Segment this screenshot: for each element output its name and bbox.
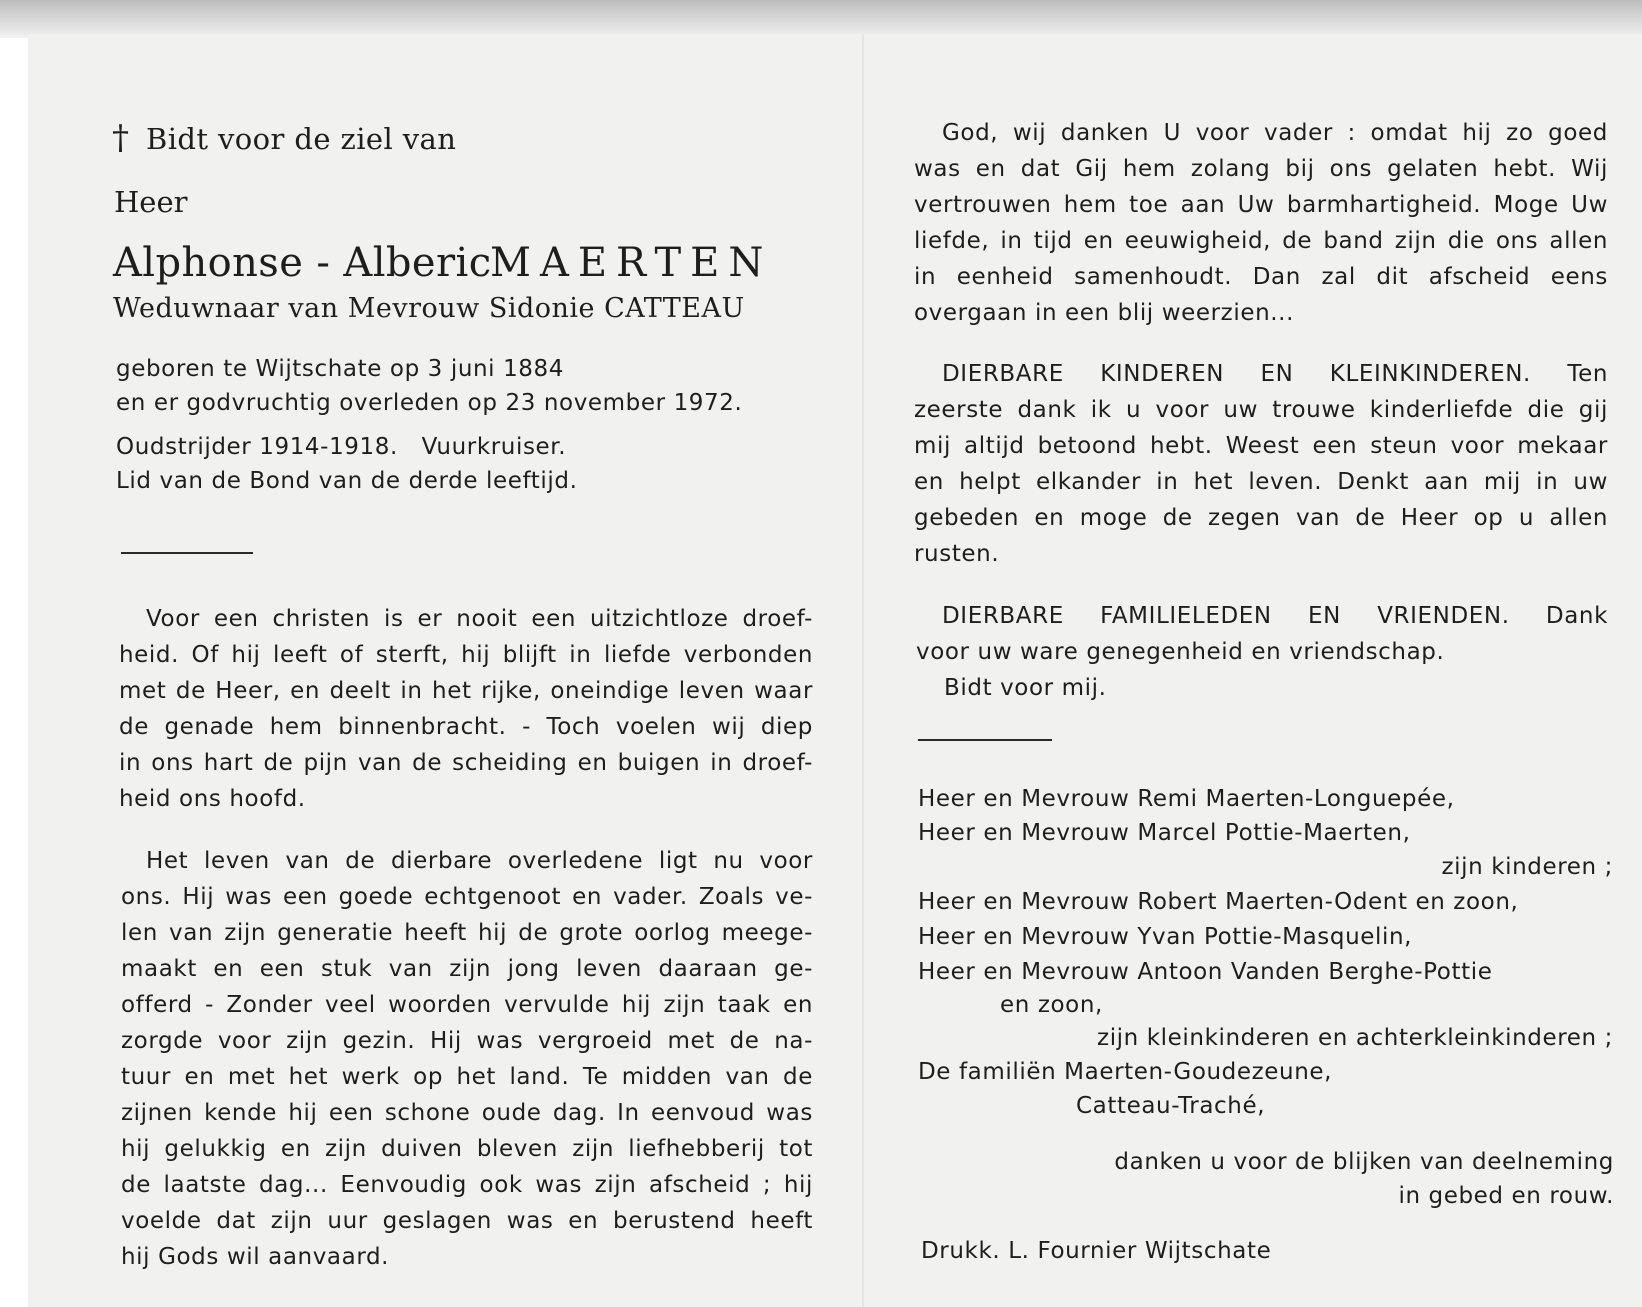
p5-line-3: Bidt voor mij. [944,675,1107,701]
printer-credit: Drukk. L. Fournier Wijtschate [921,1238,1272,1264]
grandchildren-label: zijn kleinkinderen en achterkleinkinderen ; [1097,1025,1613,1051]
p1-line-6: heid ons hoofd. [119,786,306,812]
p4-line-2: zeerste dank ik u voor uw trouwe kinderliefde die gij [914,397,1608,423]
divider-right [918,739,1052,741]
p2-line-6: zorgde voor zijn gezin. Hij was vergroeid met de na- [121,1028,813,1054]
p3-line-5: in eenheid samenhoudt. Dan zal dit afscheid eens [914,264,1608,290]
card-fold [862,34,864,1307]
p3-line-6: overgaan in een blij weerzien... [914,300,1295,326]
death-line: en er godvruchtig overleden op 23 november 1972. [116,390,743,416]
p3-line-4: liefde, in tijd en eeuwigheid, de band zijn die ons allen [914,228,1608,254]
p1-line-5: in ons hart de pijn van de scheiding en buigen in droef- [119,750,813,776]
thanks-line-1: danken u voor de blijken van deelneming [1114,1149,1614,1175]
child-line-1: Heer en Mevrouw Remi Maerten-Longuepée, [918,786,1455,812]
p1-line-4: de genade hem binnenbracht. - Toch voelen wij diep [119,714,813,740]
p2-line-9: hij gelukkig en zijn duiven bleven zijn liefhebberij tot [121,1136,813,1162]
p4-line-3: mij altijd betoond hebt. Weest een steun voor mekaar [914,433,1608,459]
honorific: Heer [114,185,188,219]
p4-line-4: en helpt elkander in het leven. Denkt aan mij in uw [914,469,1608,495]
families-line-2: Catteau-Traché, [1076,1093,1266,1119]
p3-line-2: was en dat Gij hem zolang bij ons gelaten hebt. Wij [914,156,1608,182]
families-line-1: De familiën Maerten-Goudezeune, [918,1059,1333,1085]
grandchild-line-3: Heer en Mevrouw Antoon Vanden Berghe-Pottie [918,959,1493,985]
p2-line-12: hij Gods wil aanvaard. [121,1244,390,1270]
deceased-surname: MAERTEN [490,240,773,286]
p2-line-3: len van zijn generatie heeft hij de grote oorlog meege- [121,920,813,946]
deceased-first-names: Alphonse - Alberic [113,240,492,286]
p2-line-5: offerd - Zonder veel woorden vervulde hij zijn taak en [121,992,813,1018]
prayer-line: Bidt voor de ziel van [146,122,457,156]
widower-line: Weduwnaar van Mevrouw Sidonie CATTEAU [113,293,745,324]
grandchild-line-2: Heer en Mevrouw Yvan Pottie-Masquelin, [918,924,1413,950]
p2-line-2: ons. Hij was een goede echtgenoot en vader. Zoals ve- [121,884,813,910]
p2-line-1: Het leven van de dierbare overledene ligt nu voor [146,848,813,874]
birth-line: geboren te Wijtschate op 3 juni 1884 [116,356,565,382]
grandchild-line-1: Heer en Mevrouw Robert Maerten-Odent en zoon, [918,889,1519,915]
divider-left [121,552,253,554]
p3-line-3: vertrouwen hem toe aan Uw barmhartigheid. Moge Uw [914,192,1608,218]
scan-left-margin [0,38,28,1307]
p4-line-1: DIERBARE KINDEREN EN KLEINKINDEREN. Ten [942,361,1608,387]
p2-line-7: tuur en met het werk op het land. Te midden van de [121,1064,813,1090]
scan-top-edge [0,0,1642,38]
grandchild-line-4: en zoon, [1000,992,1103,1018]
p1-line-3: met de Heer, en deelt in het rijke, oneindige leven waar [119,678,813,704]
p4-line-5: gebeden en moge de zegen van de Heer op u allen [914,505,1608,531]
p3-line-1: God, wij danken U voor vader : omdat hij zo goed [942,120,1608,146]
p1-line-1: Voor een christen is er nooit een uitzichtloze droef- [146,606,813,632]
p2-line-10: de laatste dag... Eenvoudig ook was zijn afscheid ; hij [121,1172,813,1198]
p2-line-11: voelde dat zijn uur geslagen was en berustend heeft [121,1208,813,1234]
thanks-line-2: in gebed en rouw. [1398,1183,1614,1209]
p2-line-4: maakt en een stuk van zijn jong leven daaraan ge- [121,956,813,982]
p5-line-1: DIERBARE FAMILIELEDEN EN VRIENDEN. Dank [942,603,1608,629]
membership-line: Lid van de Bond van de derde leeftijd. [116,468,578,494]
p1-line-2: heid. Of hij leeft of sterft, hij blijft in liefde verbonden [119,642,813,668]
p4-line-6: rusten. [914,541,1000,567]
children-label: zijn kinderen ; [1441,854,1613,880]
p5-line-2: voor uw ware genegenheid en vriendschap. [916,639,1445,665]
veteran-line: Oudstrijder 1914-1918. Vuurkruiser. [116,434,567,460]
cross-symbol: † [112,118,129,158]
p2-line-8: zijnen kende hij een schone oude dag. In eenvoud was [121,1100,813,1126]
child-line-2: Heer en Mevrouw Marcel Pottie-Maerten, [918,820,1411,846]
